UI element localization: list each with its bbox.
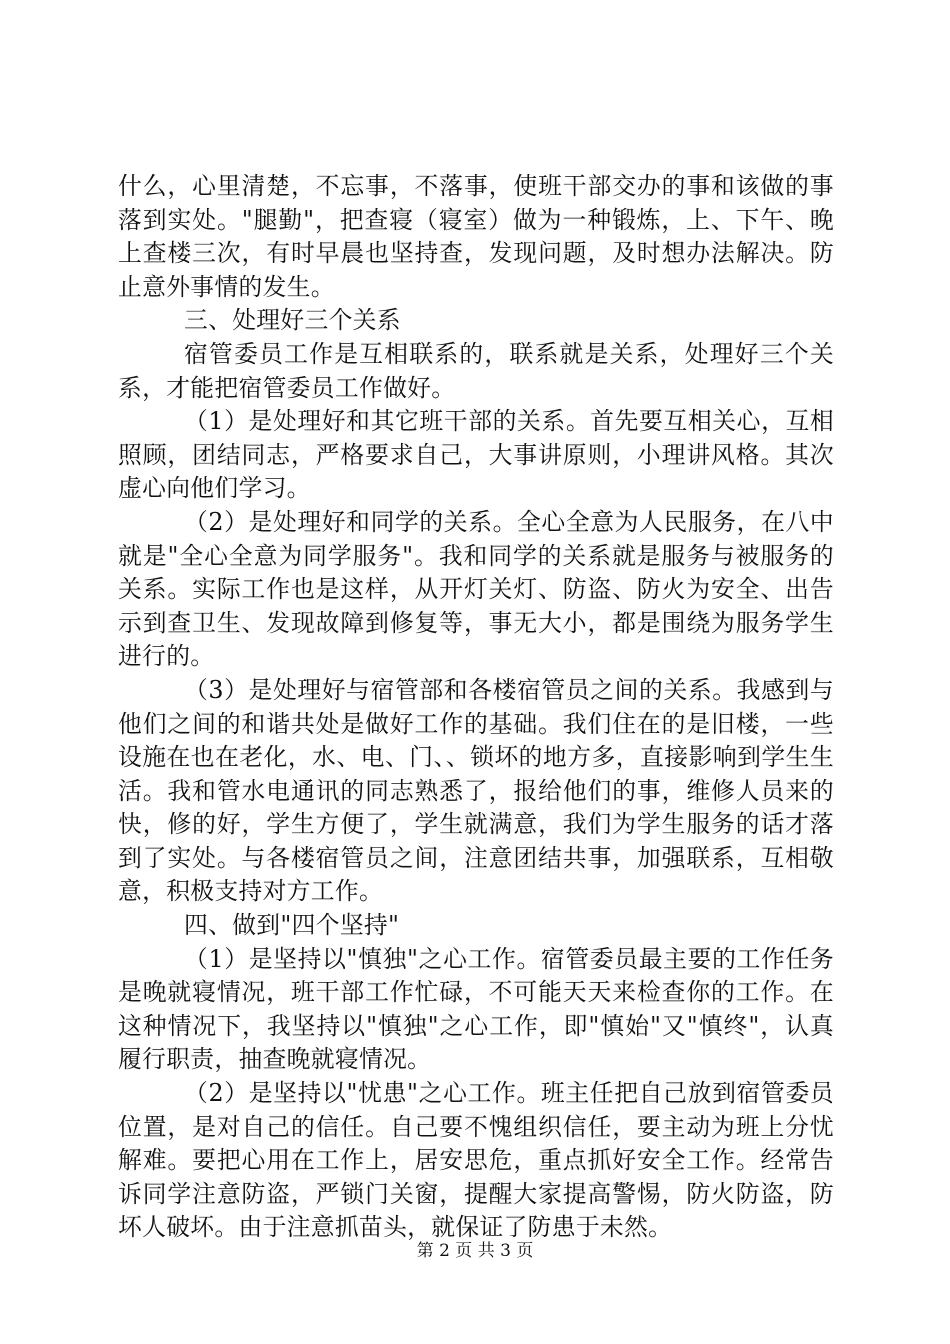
paragraph-9: （2）是坚持以"忧患"之心工作。班主任把自己放到宿管委员位置，是对自己的信任。自己要不愧组织信任，要主动为班上分忧解难。要把心用在工作上，居安思危，重点抓好安全工作。经常告诉同学注意防盗，严锁门关窗，提醒大家提高警惕，防火防盗，防坏人破坏。由于注意抓苗头，就保证了防患于未然。 <box>118 1079 834 1242</box>
paragraph-8: （1）是坚持以"慎独"之心工作。宿管委员最主要的工作任务是晚就寝情况，班干部工作忙碌，不可能天天来检查你的工作。在这种情况下，我坚持以"慎独"之心工作，即"慎始"又"慎终"，认真履行职责，抽查晚就寝情况。 <box>118 944 834 1074</box>
section-heading-four-persistences: 四、做到"四个坚持" <box>184 911 400 940</box>
paragraph-3: 宿管委员工作是互相联系的，联系就是关系，处理好三个关系，才能把宿管委员工作做好。 <box>118 339 834 402</box>
document-body <box>118 170 834 1245</box>
page-number-label: 第 2 页 共 3 页 <box>416 1241 534 1261</box>
paragraph-1: 什么，心里清楚，不忘事，不落事，使班干部交办的事和该做的事落到实处。"腿勤"，把查寝（寝室）做为一种锻炼，上、下午、晚上查楼三次，有时早晨也坚持查，发现问题，及时想办法解决。防止意外事情的发生。 <box>118 172 834 301</box>
paragraph-5: （2）是处理好和同学的关系。全心全意为人民服务，在八中就是"全心全意为同学服务"。我和同学的关系就是服务与被服务的关系。实际工作也是这样，从开灯关灯、防盗、防火为安全、出告示到查卫生、发现故障到修复等，事无大小，都是围绕为服务学生进行的。 <box>118 507 834 671</box>
paragraph-6: （3）是处理好与宿管部和各楼宿管员之间的关系。我感到与他们之间的和谐共处是做好工作的基础。我们住在的是旧楼，一些设施在也在老化，水、电、门、、锁坏的地方多，直接影响到学生生活。我和管水电通讯的同志熟悉了，报给他们的事，维修人员来的快，修的好，学生方便了，学生就满意，我们为学生服务的话才落到了实处。与各楼宿管员之间，注意团结共事，加强联系，互相敬意，积极支持对方工作。 <box>118 675 834 906</box>
page-footer <box>0 1240 950 1262</box>
paragraph-4: （1）是处理好和其它班干部的关系。首先要互相关心，互相照顾，团结同志，严格要求自己，大事讲原则，小理讲风格。其次虚心向他们学习。 <box>118 407 834 503</box>
section-heading-three-relations: 三、处理好三个关系 <box>184 306 401 335</box>
